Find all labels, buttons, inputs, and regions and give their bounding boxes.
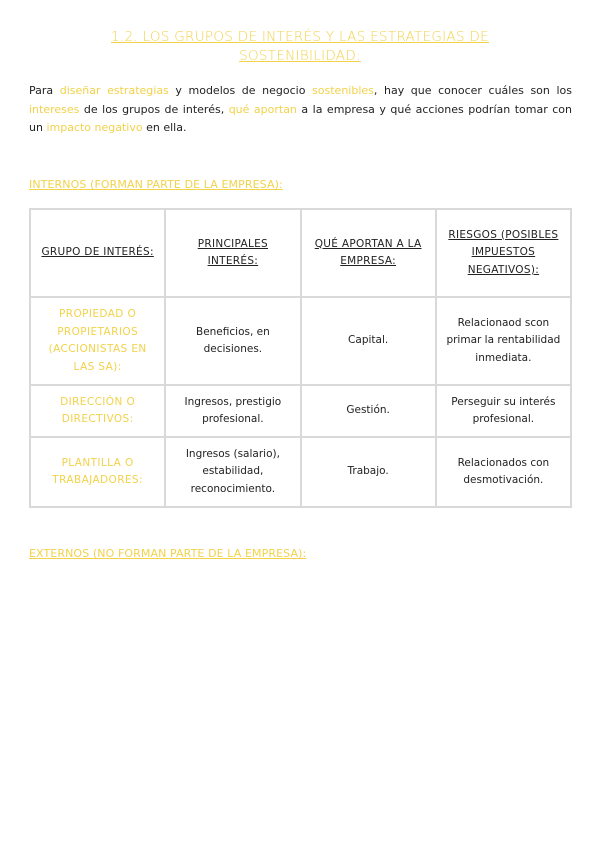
contribution-cell: Capital. — [301, 297, 436, 385]
table-header-cell: GRUPO DE INTERÉS: — [30, 209, 165, 297]
intro-highlight: impacto negativo — [46, 121, 143, 134]
table-row — [30, 297, 571, 385]
table-row — [30, 437, 571, 507]
intro-text: y modelos de negocio — [168, 84, 313, 97]
intro-text: Para — [29, 84, 60, 97]
intro-highlight: diseñar estrategias — [59, 84, 169, 97]
interest-cell: Ingresos (salario), estabilidad, reconocimiento. — [165, 437, 300, 507]
table-header-cell: PRINCIPALES INTERÉS: — [165, 209, 300, 297]
intro-text: en ella. — [142, 121, 187, 134]
risk-cell: Relacionaod scon primar la rentabilidad inmediata. — [436, 297, 571, 385]
table-row — [30, 385, 571, 437]
intro-highlight: intereses — [29, 102, 80, 116]
intro-text: , hay que conocer cuáles son los — [373, 84, 572, 97]
intro-text: de los grupos de interés, — [79, 102, 229, 116]
intro-text: a la empresa y qué acciones podrían tomar con un — [29, 102, 572, 134]
table-header-cell: RIESGOS (POSIBLES IMPUESTOS NEGATIVOS): — [436, 209, 571, 297]
risk-cell: Relacionados con desmotivación. — [436, 437, 571, 507]
contribution-cell: Gestión. — [301, 385, 436, 437]
group-cell: PROPIEDAD O PROPIETARIOS (ACCIONISTAS EN LAS SA): — [30, 297, 165, 385]
table-header-row — [30, 209, 571, 297]
contribution-cell: Trabajo. — [301, 437, 436, 507]
intro-highlight: qué aportan — [228, 102, 297, 116]
interest-cell: Ingresos, prestigio profesional. — [165, 385, 300, 437]
table-header-cell: QUÉ APORTAN A LA EMPRESA: — [301, 209, 436, 297]
section-heading-externos: EXTERNOS (NO FORMAN PARTE DE LA EMPRESA): — [29, 547, 307, 560]
section-heading-internos: INTERNOS (FORMAN PARTE DE LA EMPRESA): — [29, 178, 283, 191]
page-title: 1.2. LOS GRUPOS DE INTERÉS Y LAS ESTRATEGIAS DE SOSTENIBILIDAD: — [111, 29, 489, 64]
interest-cell: Beneficios, en decisiones. — [165, 297, 300, 385]
stakeholders-table — [29, 208, 572, 508]
intro-highlight: sostenibles — [312, 84, 374, 97]
intro-paragraph — [29, 82, 572, 138]
group-cell: DIRECCIÓN O DIRECTIVOS: — [30, 385, 165, 437]
risk-cell: Perseguir su interés profesional. — [436, 385, 571, 437]
group-cell: PLANTILLA O TRABAJADORES: — [30, 437, 165, 507]
